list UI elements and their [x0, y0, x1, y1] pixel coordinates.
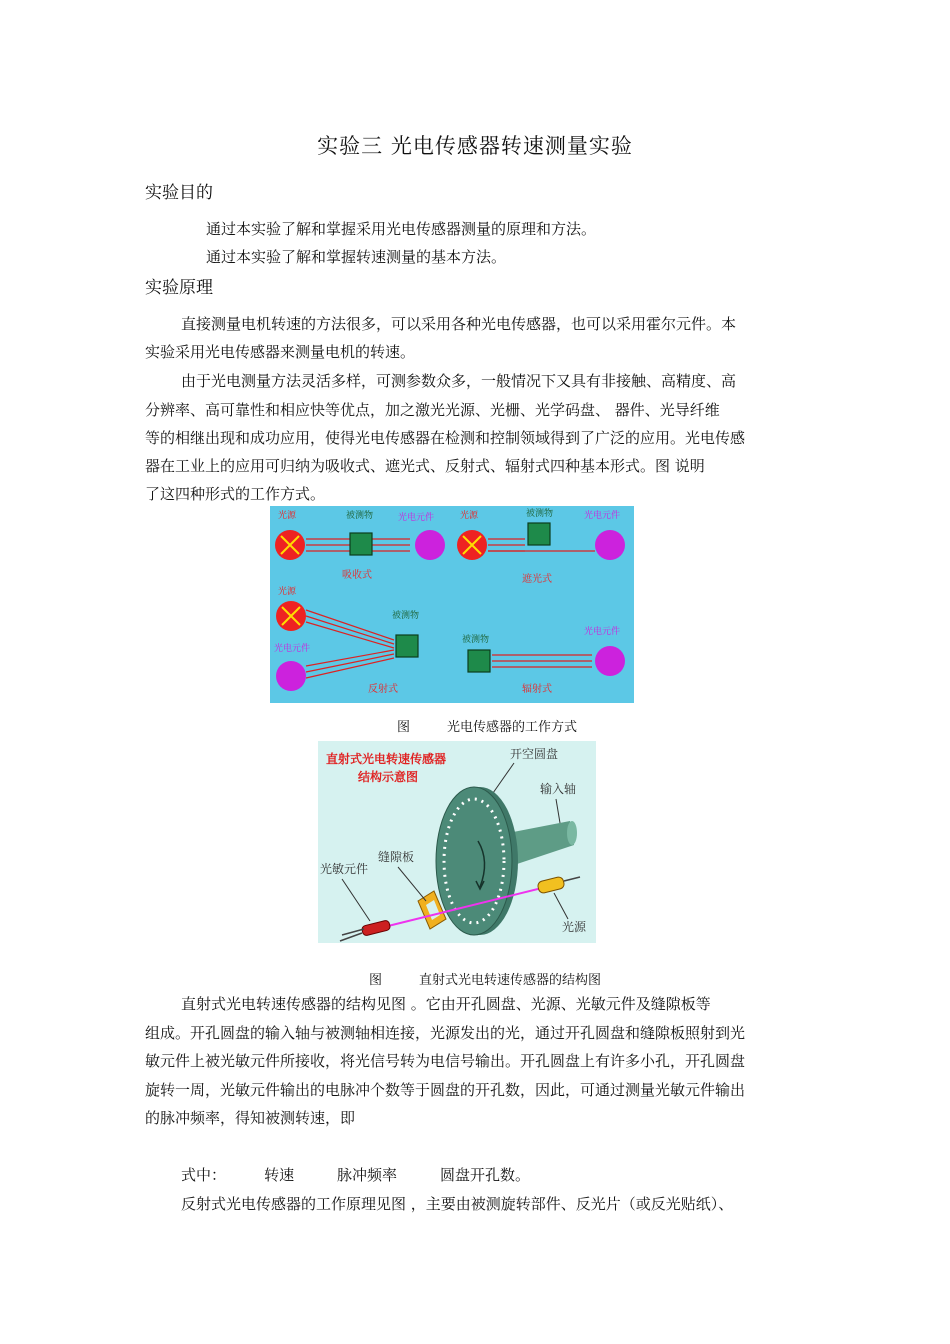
sensor-element [595, 530, 625, 560]
mode-absorb-label: 吸收式 [342, 570, 372, 581]
label-object: 被测物 [462, 635, 490, 645]
label-sensor: 光电元件 [584, 511, 621, 521]
para1-line: 实验采用光电传感器来测量电机的转速。 [145, 343, 416, 361]
para2-line: 等的相继出现和成功应用，使得光电传感器在检测和控制领域得到了广泛的应用。光电传感 [145, 429, 746, 447]
measured-object [350, 533, 372, 555]
figure2-title: 直射式光电转速传感器 [326, 752, 447, 766]
label-object: 被测物 [526, 509, 554, 519]
label-slit: 缝隙板 [378, 850, 415, 864]
label-sensor: 光敏元件 [320, 862, 369, 876]
label-sensor: 光电元件 [584, 627, 621, 637]
label-object: 被测物 [392, 611, 420, 621]
mode-radiate-label: 辐射式 [522, 684, 552, 695]
sensor-element [415, 530, 445, 560]
label-disk: 开空圆盘 [510, 747, 559, 761]
mode-block-label: 遮光式 [522, 574, 552, 585]
label-shaft: 输入轴 [540, 782, 577, 796]
shaft-end [567, 821, 577, 845]
para3-line: 直射式光电转速传感器的结构见图 。它由开孔圆盘、光源、光敏元件及缝隙板等 [181, 995, 711, 1013]
figure2-subtitle: 结构示意图 [358, 770, 419, 784]
label-source: 光源 [278, 587, 297, 597]
heading-principle: 实验原理 [145, 278, 213, 298]
para1-line: 直接测量电机转速的方法很多，可以采用各种光电传感器，也可以采用霍尔元件。本 [181, 315, 737, 333]
figure1-caption: 光电传感器的工作方式 [447, 720, 578, 735]
purpose-item: 通过本实验了解和掌握采用光电传感器测量的原理和方法。 [206, 220, 597, 238]
label-source: 光源 [460, 511, 479, 521]
figure2-caption: 直射式光电转速传感器的结构图 [419, 973, 602, 988]
measured-object [468, 650, 490, 672]
measured-object [396, 635, 418, 657]
heading-purpose: 实验目的 [145, 183, 213, 203]
para3-line: 的脉冲频率，得知被测转速，即 [145, 1109, 356, 1127]
label-sensor: 光电元件 [398, 513, 435, 523]
measured-object [528, 523, 550, 545]
mode-reflect-label: 反射式 [368, 684, 398, 695]
sensor-element [276, 661, 306, 691]
figure-direct-sensor-structure [318, 741, 596, 943]
para2-line: 器在工业上的应用可归纳为吸收式、遮光式、反射式、辐射式四种基本形式。图 说明 [145, 457, 705, 475]
perforated-disk [436, 787, 512, 935]
figure1-caption-prefix: 图 [397, 720, 411, 735]
para2-line: 由于光电测量方法灵活多样，可测参数众多，一般情况下又具有非接触、高精度、高 [181, 372, 737, 390]
para2-line: 了这四种形式的工作方式。 [145, 485, 326, 503]
label-source: 光源 [562, 920, 587, 934]
para2-line: 分辨率、高可靠性和相应快等优点，加之激光光源、光栅、光学码盘、 器件、光导纤维 [145, 401, 720, 419]
label-object: 被测物 [346, 511, 374, 521]
figure2-caption-prefix: 图 [369, 973, 383, 988]
page-title: 实验三 光电传感器转速测量实验 [317, 134, 633, 158]
purpose-item: 通过本实验了解和掌握转速测量的基本方法。 [206, 248, 507, 266]
para4-line: 反射式光电传感器的工作原理见图 ，主要由被测旋转部件、反光片（或反光贴纸）、 [181, 1195, 734, 1213]
figure-sensor-modes [270, 506, 634, 703]
para3-line: 组成。开孔圆盘的输入轴与被测轴相连接，光源发出的光，通过开孔圆盘和缝隙板照射到光 [145, 1024, 746, 1042]
sensor-element [595, 646, 625, 676]
para3-line: 敏元件上被光敏元件所接收，将光信号转为电信号输出。开孔圆盘上有许多小孔，开孔圆盘 [145, 1052, 746, 1070]
formula-explanation: 式中： 转速 脉冲频率 圆盘开孔数。 [181, 1166, 530, 1184]
para3-line: 旋转一周，光敏元件输出的电脉冲个数等于圆盘的开孔数，因此，可通过测量光敏元件输出 [145, 1081, 746, 1099]
label-sensor: 光电元件 [274, 644, 311, 654]
label-source: 光源 [278, 511, 297, 521]
